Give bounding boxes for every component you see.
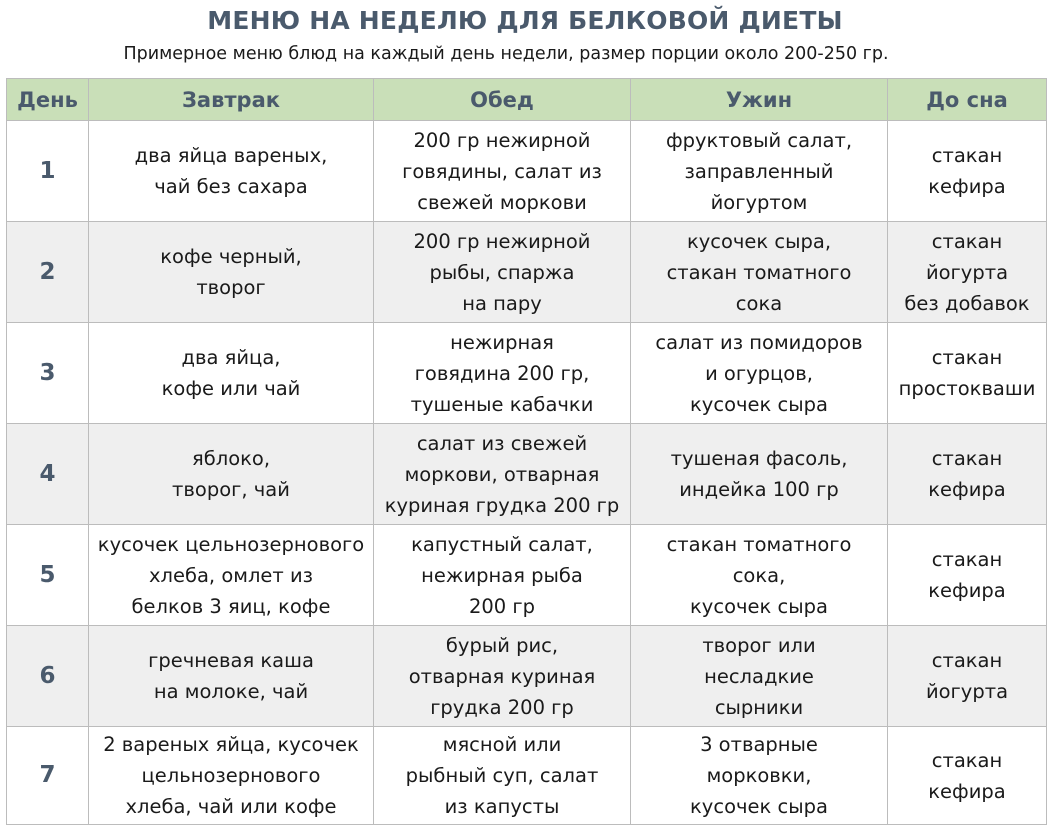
dinner-cell: 3 отварные морковки, кусочек сыра xyxy=(631,727,888,825)
dinner-cell: стакан томатного сока, кусочек сыра xyxy=(631,525,888,626)
bedtime-cell: стакан простокваши xyxy=(888,323,1047,424)
breakfast-cell: яблоко, творог, чай xyxy=(89,424,374,525)
lunch-cell: капустный салат, нежирная рыба 200 гр xyxy=(374,525,631,626)
breakfast-cell: два яйца вареных, чай без сахара xyxy=(89,121,374,222)
lunch-cell: 200 гр нежирной рыбы, спаржа на пару xyxy=(374,222,631,323)
day-number: 5 xyxy=(7,525,89,626)
page-title: МЕНЮ НА НЕДЕЛЮ ДЛЯ БЕЛКОВОЙ ДИЕТЫ xyxy=(207,6,843,35)
lunch-cell: 200 гр нежирной говядины, салат из свежей моркови xyxy=(374,121,631,222)
day-number: 1 xyxy=(7,121,89,222)
lunch-cell: бурый рис, отварная куриная грудка 200 гр xyxy=(374,626,631,727)
column-header-lunch: Обед xyxy=(374,79,631,121)
dinner-cell: салат из помидоров и огурцов, кусочек сыра xyxy=(631,323,888,424)
page-subtitle: Примерное меню блюд на каждый день недели, размер порции около 200-250 гр. xyxy=(123,44,889,64)
table-row xyxy=(7,626,1047,727)
bedtime-cell: стакан йогурта без добавок xyxy=(888,222,1047,323)
table-row xyxy=(7,525,1047,626)
breakfast-cell: 2 вареных яйца, кусочек цельнозернового хлеба, чай или кофе xyxy=(89,727,374,825)
table-header-row xyxy=(7,79,1047,121)
breakfast-cell: два яйца, кофе или чай xyxy=(89,323,374,424)
breakfast-cell: гречневая каша на молоке, чай xyxy=(89,626,374,727)
day-number: 4 xyxy=(7,424,89,525)
bedtime-cell: стакан кефира xyxy=(888,525,1047,626)
dinner-cell: кусочек сыра, стакан томатного сока xyxy=(631,222,888,323)
column-header-dinner: Ужин xyxy=(631,79,888,121)
bedtime-cell: стакан кефира xyxy=(888,121,1047,222)
lunch-cell: салат из свежей моркови, отварная куриная грудка 200 гр xyxy=(374,424,631,525)
lunch-cell: мясной или рыбный суп, салат из капусты xyxy=(374,727,631,825)
column-header-bedtime: До сна xyxy=(888,79,1047,121)
day-number: 3 xyxy=(7,323,89,424)
day-number: 6 xyxy=(7,626,89,727)
breakfast-cell: кусочек цельнозернового хлеба, омлет из белков 3 яиц, кофе xyxy=(89,525,374,626)
dinner-cell: тушеная фасоль, индейка 100 гр xyxy=(631,424,888,525)
bedtime-cell: стакан кефира xyxy=(888,727,1047,825)
table-row xyxy=(7,222,1047,323)
table-row xyxy=(7,323,1047,424)
lunch-cell: нежирная говядина 200 гр, тушеные кабачки xyxy=(374,323,631,424)
weekly-menu-table xyxy=(6,78,1047,825)
breakfast-cell: кофе черный, творог xyxy=(89,222,374,323)
column-header-breakfast: Завтрак xyxy=(89,79,374,121)
day-number: 7 xyxy=(7,727,89,825)
table-row xyxy=(7,727,1047,825)
dinner-cell: фруктовый салат, заправленный йогуртом xyxy=(631,121,888,222)
column-header-day: День xyxy=(7,79,89,121)
table-row xyxy=(7,424,1047,525)
bedtime-cell: стакан кефира xyxy=(888,424,1047,525)
dinner-cell: творог или несладкие сырники xyxy=(631,626,888,727)
table-row xyxy=(7,121,1047,222)
bedtime-cell: стакан йогурта xyxy=(888,626,1047,727)
day-number: 2 xyxy=(7,222,89,323)
